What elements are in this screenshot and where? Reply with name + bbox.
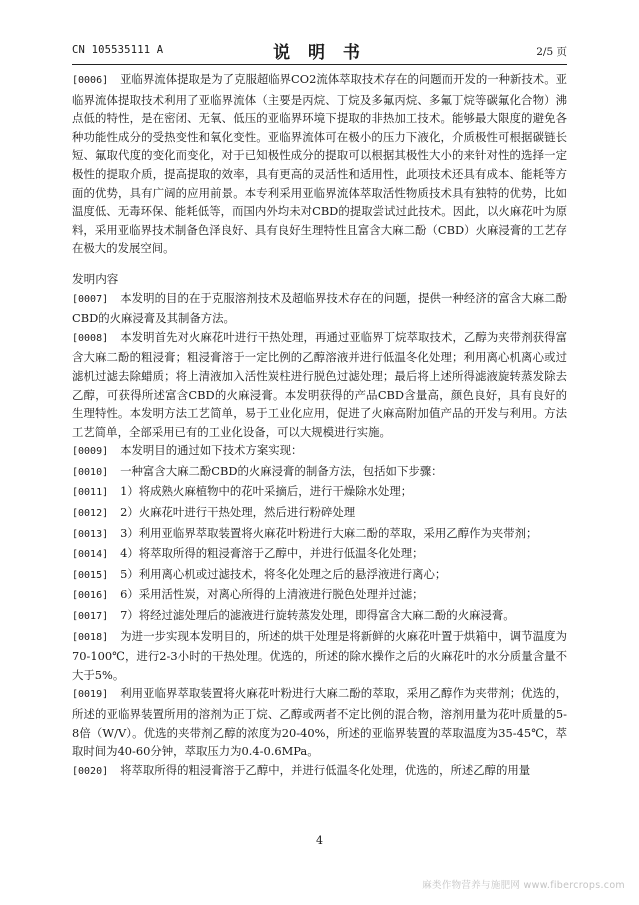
paragraph	[72, 524, 567, 545]
page-number: 4	[316, 834, 323, 847]
paragraph-number: [0007]	[72, 293, 109, 305]
paragraph-number: [0009]	[72, 446, 109, 458]
document-title: 说 明 书	[273, 43, 366, 63]
paragraph	[72, 627, 567, 685]
section-heading: 发明内容	[72, 271, 119, 286]
paragraph	[72, 482, 567, 503]
paragraph-text: 亚临界流体提取是为了克服超临界CO2流体萃取技术存在的问题而开发的一种新技术。亚临界流体提取技术利用了亚临界流体（主要是丙烷、丁烷及多氟丙烷、多氟丁烷等碳氟化合物）沸点低的特性，是在密闭、无氧、低压的亚临界环境下提取的非热加工技术。能够最大限度的避免各种功能性成分的受热变性和氧化变性。亚临界流体可在极小的压力下液化，介质极性可根据碳链长短、氟取代度的变化而变化，对于已知极性成分的提取可以根据其极性大小的来针对性的选择一定极性的提取介质，提高提取的效率，具有更高的灵活性和适用性，此项技术还具有成本、能耗等方面的优势，具有广阔的应用前景。本专利采用亚临界流体萃取活性物质技术具有独特的优势，比如温度低、无毒环保、能耗低等，而国内外均未对CBD的提取尝试过此技术。因此，以火麻花叶为原料，采用亚临界技术制备色泽良好、具有良好生理特性且富含大麻二酚（CBD）火麻浸膏的工艺存在极大的发展空间。	[72, 72, 567, 256]
patent-number: CN 105535111 A	[72, 44, 164, 56]
paragraph	[72, 289, 567, 328]
paragraph-number: [0015]	[72, 569, 109, 581]
paragraph-text: 5）利用离心机或过滤技术，将冬化处理之后的悬浮液进行离心；	[120, 566, 447, 581]
paragraph	[72, 328, 567, 442]
paragraph	[72, 684, 567, 760]
paragraph-number: [0018]	[72, 631, 109, 643]
paragraph-number: [0016]	[72, 590, 109, 602]
document-body	[72, 70, 567, 781]
paragraph-text: 为进一步实现本发明目的，所述的烘干处理是将新鲜的火麻花叶置于烘箱中，调节温度为70-100℃，进行2-3小时的干热处理。优选的，所述的除水操作之后的火麻花叶的水分质量含量不大于5%。	[72, 628, 567, 682]
paragraph-text: 本发明的目的在于克服溶剂技术及超临界技术存在的问题，提供一种经济的富含大麻二酚CBD的火麻浸膏及其制备方法。	[72, 290, 567, 326]
paragraph-number: [0013]	[72, 528, 109, 540]
header-divider	[72, 64, 567, 65]
paragraph-text: 本发明目的通过如下技术方案实现：	[120, 443, 303, 458]
paragraph	[72, 462, 567, 483]
paragraph-text: 1）将成熟火麻植物中的花叶采摘后，进行干燥除水处理；	[120, 484, 413, 499]
page-indicator: 2/5 页	[536, 46, 567, 58]
paragraph	[72, 70, 567, 258]
paragraph	[72, 606, 567, 627]
paragraph	[72, 585, 567, 606]
paragraph-number: [0017]	[72, 611, 109, 623]
paragraph	[72, 761, 567, 782]
paragraph-text: 3）利用亚临界萃取装置将火麻花叶粉进行大麻二酚的萃取，采用乙醇作为夹带剂；	[120, 525, 538, 540]
paragraph	[72, 441, 567, 462]
paragraph-number: [0019]	[72, 689, 109, 701]
paragraph-text: 2）火麻花叶进行干热处理，然后进行粉碎处理	[120, 505, 356, 520]
paragraph-text: 将萃取所得的粗浸膏溶于乙醇中，并进行低温冬化处理，优选的，所述乙醇的用量	[120, 762, 531, 777]
site-watermark: 麻类作物营养与施肥网 www.fibercrops.com	[422, 880, 625, 891]
paragraph	[72, 565, 567, 586]
paragraph-text: 6）采用活性炭，对离心所得的上清液进行脱色处理并过滤；	[120, 587, 424, 602]
paragraph-number: [0011]	[72, 487, 109, 499]
paragraph-text: 本发明首先对火麻花叶进行干热处理，再通过亚临界丁烷萃取技术，乙醇为夹带剂获得富含大麻二酚的粗浸膏；粗浸膏溶于一定比例的乙醇溶液并进行低温冬化处理；利用离心机离心或过滤机过滤去除蜡质；将上清液加入活性炭柱进行脱色过滤处理；最后将上述所得滤液旋转蒸发除去乙醇，可获得所述富含CBD的火麻浸膏。本发明获得的产品CBD含量高，颜色良好，具有良好的生理特性。本发明方法工艺简单，易于工业化应用，促进了火麻高附加值产品的开发与利用。方法工艺简单，全部采用已有的工业化设备，可以大规模进行实施。	[72, 329, 567, 439]
paragraph-number: [0020]	[72, 765, 109, 777]
page-header	[72, 36, 567, 64]
paragraph-number: [0006]	[72, 75, 109, 86]
paragraph-number: [0008]	[72, 332, 109, 344]
paragraph	[72, 544, 567, 565]
paragraph-text: 利用亚临界萃取装置将火麻花叶粉进行大麻二酚的萃取，采用乙醇作为夹带剂；优选的，所述的亚临界装置所用的溶剂为正丁烷、乙醇或两者不定比例的混合物，溶剂用量为花叶质量的5-8倍（W/V）。优选的夹带剂乙醇的浓度为20-40%，所述的亚临界装置的萃取温度为35-45℃，萃取时间为40-60分钟，萃取压力为0.4-0.6MPa。	[72, 686, 567, 759]
paragraph-number: [0010]	[72, 466, 109, 478]
paragraph-text: 4）将萃取所得的粗浸膏溶于乙醇中，并进行低温冬化处理；	[120, 546, 424, 561]
paragraph-text: 7）将经过滤处理后的滤液进行旋转蒸发处理，即得富含大麻二酚的火麻浸膏。	[120, 608, 515, 623]
paragraph	[72, 503, 567, 524]
paragraph-text: 一种富含大麻二酚CBD的火麻浸膏的制备方法，包括如下步骤：	[120, 463, 443, 478]
paragraph-number: [0014]	[72, 549, 109, 561]
paragraph-number: [0012]	[72, 508, 109, 520]
